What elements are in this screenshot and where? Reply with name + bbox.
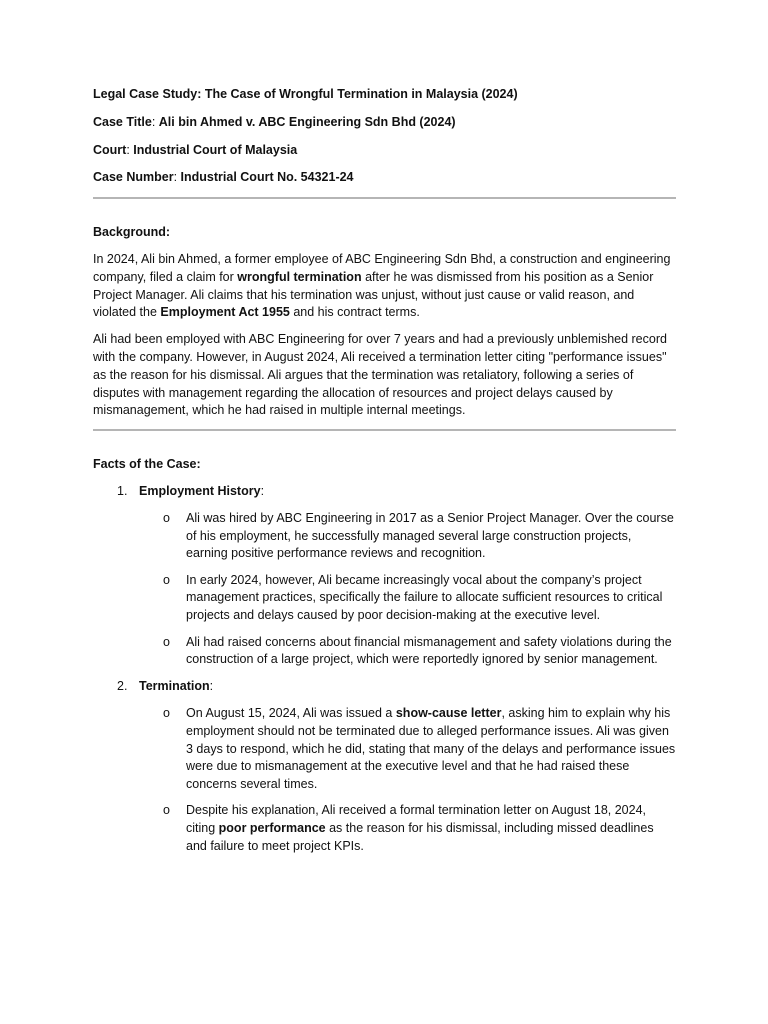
- background-heading: Background:: [93, 225, 171, 240]
- court-value: Industrial Court of Malaysia: [133, 142, 298, 157]
- case-number-line: Case Number: Industrial Court No. 54321-24: [93, 170, 354, 185]
- fact-number: 1.: [117, 483, 128, 498]
- bullet-icon: o: [163, 572, 170, 587]
- case-number-label: Case Number: [93, 170, 174, 185]
- bullet-icon: o: [163, 803, 170, 818]
- background-paragraph-2: Ali had been employed with ABC Engineering for over 7 years and had a previously unblemished record with the company. However, in August 2024, Ali received a termination letter citing "performance issues" as the reason for his dismissal. Ali argues that the termination was retaliatory, following a series of disputes with management regarding the allocation of resources and project delays caused by mismanagement, which he had raised in multiple internal meetings.: [93, 332, 667, 418]
- list-item: o On August 15, 2024, Ali was issued a show-cause letter, asking him to explain why his employment should not be terminated due to alleged performance issues. Ali was given 3 days to respond, which he did, stating that many of the delays and performance issues were due to mismanagement at the executive level and that he had raised these concerns several times.: [163, 705, 676, 792]
- list-item: o Despite his explanation, Ali received a formal termination letter on August 18, 2024, citing poor performance as the reason for his dismissal, including missed deadlines and failure to meet project KPIs.: [163, 803, 654, 853]
- fact-employment-history: [93, 483, 676, 669]
- list-item: o Ali had raised concerns about financial mismanagement and safety violations during the construction of a large project, which were reportedly ignored by senior management.: [163, 634, 672, 667]
- case-number-value: Industrial Court No. 54321-24: [180, 170, 354, 185]
- court-line: Court: Industrial Court of Malaysia: [93, 142, 298, 157]
- fact-heading: 2. Termination:: [93, 678, 676, 696]
- case-study-title: Legal Case Study: The Case of Wrongful Termination in Malaysia (2024): [93, 87, 518, 101]
- case-title-value: Ali bin Ahmed v. ABC Engineering Sdn Bhd (2024): [158, 114, 456, 129]
- sub-list: [93, 510, 676, 669]
- sub-list: [93, 705, 676, 856]
- bullet-icon: o: [163, 634, 170, 649]
- list-item: o Ali was hired by ABC Engineering in 2017 as a Senior Project Manager. Over the course of his employment, he successfully managed several large construction projects, earning positive performance reviews and recognition.: [163, 510, 674, 561]
- divider: [93, 429, 676, 431]
- facts-heading: Facts of the Case:: [93, 457, 201, 472]
- case-title-label: Case Title: [93, 114, 152, 129]
- facts-list: [93, 483, 676, 856]
- background-paragraph-1: In 2024, Ali bin Ahmed, a former employee of ABC Engineering Sdn Bhd, a construction and engineering company, filed a claim for wrongful termination after he was dismissed from his position as a Senior Project Manager. Ali claims that his termination was unjust, without just cause or valid reason, and violated the Employment Act 1955 and his contract terms.: [93, 251, 671, 320]
- court-label: Court: [93, 142, 127, 157]
- bullet-icon: o: [163, 510, 170, 525]
- fact-number: 2.: [117, 679, 128, 694]
- fact-heading: 1. Employment History:: [93, 483, 676, 501]
- divider: [93, 197, 676, 199]
- list-item: o In early 2024, however, Ali became increasingly vocal about the company’s project management practices, specifically the failure to allocate sufficient resources to critical projects and delays caused by poor decision-making at the executive level.: [163, 572, 663, 623]
- fact-termination: [93, 678, 676, 856]
- bullet-icon: o: [163, 705, 170, 720]
- case-title-line: Case Title: Ali bin Ahmed v. ABC Engineering Sdn Bhd (2024): [93, 114, 456, 129]
